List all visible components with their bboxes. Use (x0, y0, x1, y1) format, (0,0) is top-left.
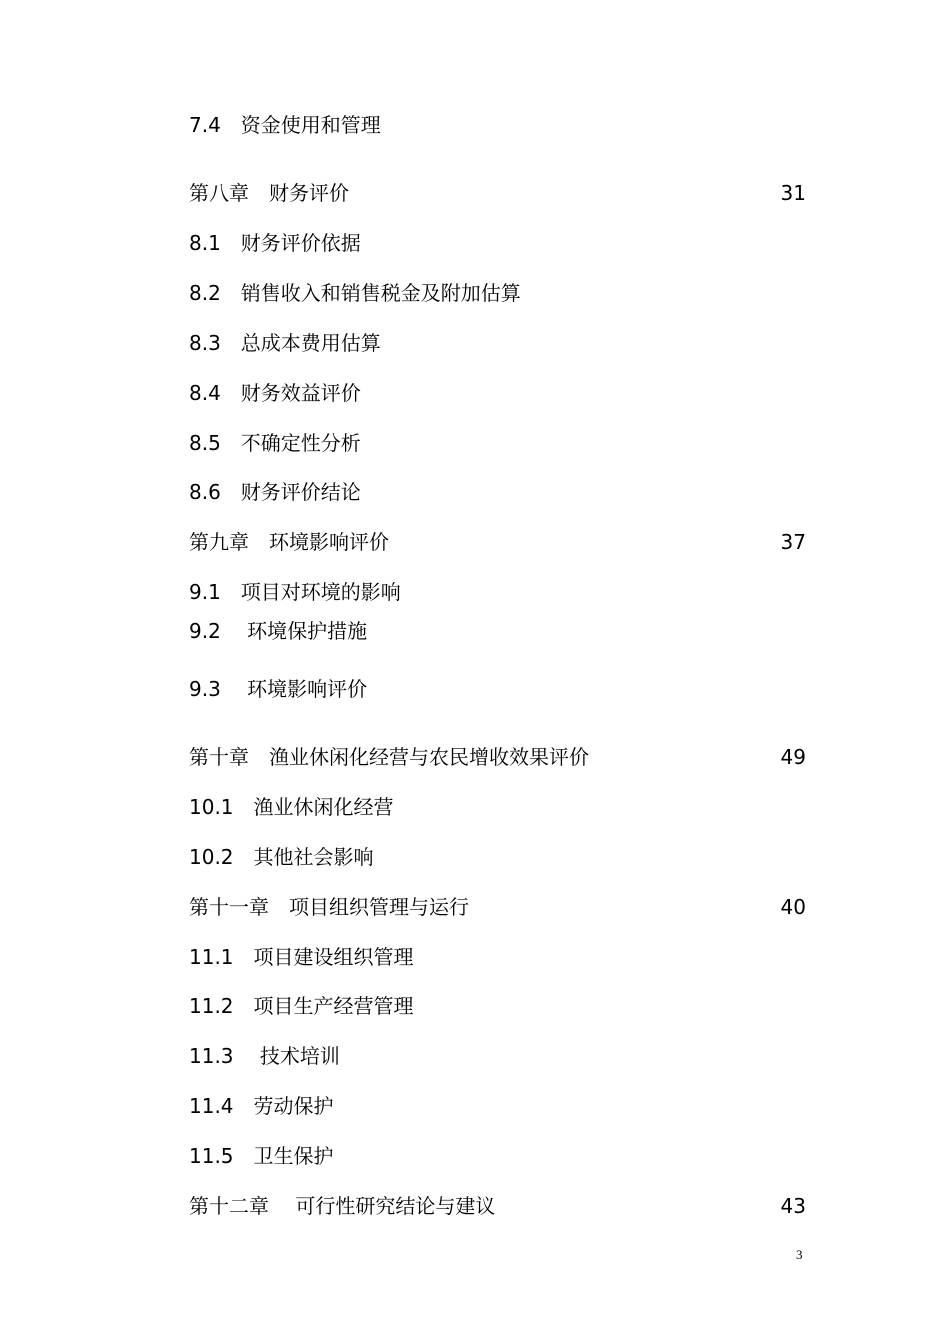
toc-entry-label: 9.1 项目对环境的影响 (189, 580, 401, 604)
toc-entry-label: 7.4 资金使用和管理 (189, 113, 381, 137)
toc-entry-label: 11.1 项目建设组织管理 (189, 945, 414, 969)
toc-entry-label: 11.2 项目生产经营管理 (189, 994, 414, 1018)
toc-entry-label: 8.1 财务评价依据 (189, 231, 361, 255)
toc-entry-label: 8.3 总成本费用估算 (189, 331, 381, 355)
toc-entry-label: 第十二章 可行性研究结论与建议 (189, 1194, 496, 1218)
toc-chapter-11[interactable] (189, 891, 806, 923)
toc-entry-8-2[interactable] (189, 277, 806, 309)
toc-entry-label: 11.3 技术培训 (189, 1044, 340, 1068)
toc-entry-page-number: 43 (780, 1194, 806, 1218)
toc-entry-label: 10.1 渔业休闲化经营 (189, 795, 394, 819)
toc-entry-label: 8.2 销售收入和销售税金及附加估算 (189, 281, 521, 305)
toc-chapter-10[interactable] (189, 741, 806, 773)
toc-entry-8-5[interactable] (189, 427, 806, 459)
toc-entry-8-3[interactable] (189, 327, 806, 359)
toc-entry-label: 8.6 财务评价结论 (189, 480, 361, 504)
toc-entry-8-6[interactable] (189, 476, 806, 508)
toc-entry-9-3[interactable] (189, 673, 806, 705)
toc-entry-page-number: 37 (780, 530, 806, 554)
toc-entry-11-2[interactable] (189, 990, 806, 1022)
toc-entry-10-1[interactable] (189, 791, 806, 823)
toc-entry-page-number: 31 (780, 181, 806, 205)
toc-entry-label: 第八章 财务评价 (189, 181, 349, 205)
toc-entry-9-1[interactable] (189, 576, 806, 608)
toc-chapter-9[interactable] (189, 526, 806, 558)
page-number: 3 (796, 1247, 803, 1262)
toc-entry-label: 8.4 财务效益评价 (189, 381, 361, 405)
toc-entry-label: 第十一章 项目组织管理与运行 (189, 895, 469, 919)
toc-chapter-12[interactable] (189, 1190, 806, 1222)
toc-entry-11-5[interactable] (189, 1140, 806, 1172)
toc-entry-label: 10.2 其他社会影响 (189, 845, 374, 869)
toc-entry-label: 第十章 渔业休闲化经营与农民增收效果评价 (189, 745, 589, 769)
toc-entry-10-2[interactable] (189, 841, 806, 873)
toc-entry-label: 11.4 劳动保护 (189, 1094, 334, 1118)
toc-entry-8-1[interactable] (189, 227, 806, 259)
toc-entry-label: 11.5 卫生保护 (189, 1144, 334, 1168)
toc-entry-11-1[interactable] (189, 941, 806, 973)
toc-entry-11-3[interactable] (189, 1040, 806, 1072)
toc-entry-page-number: 40 (780, 895, 806, 919)
toc-entry-page-number: 49 (780, 745, 806, 769)
toc-entry-label: 第九章 环境影响评价 (189, 530, 389, 554)
toc-chapter-8[interactable] (189, 177, 806, 209)
toc-entry-label: 9.2 环境保护措施 (189, 619, 368, 643)
toc-entry-9-2[interactable] (189, 615, 806, 647)
toc-entry-7-4[interactable] (189, 109, 806, 141)
toc-entry-label: 9.3 环境影响评价 (189, 677, 368, 701)
toc-entry-label: 8.5 不确定性分析 (189, 431, 361, 455)
toc-entry-8-4[interactable] (189, 377, 806, 409)
toc-entry-11-4[interactable] (189, 1090, 806, 1122)
